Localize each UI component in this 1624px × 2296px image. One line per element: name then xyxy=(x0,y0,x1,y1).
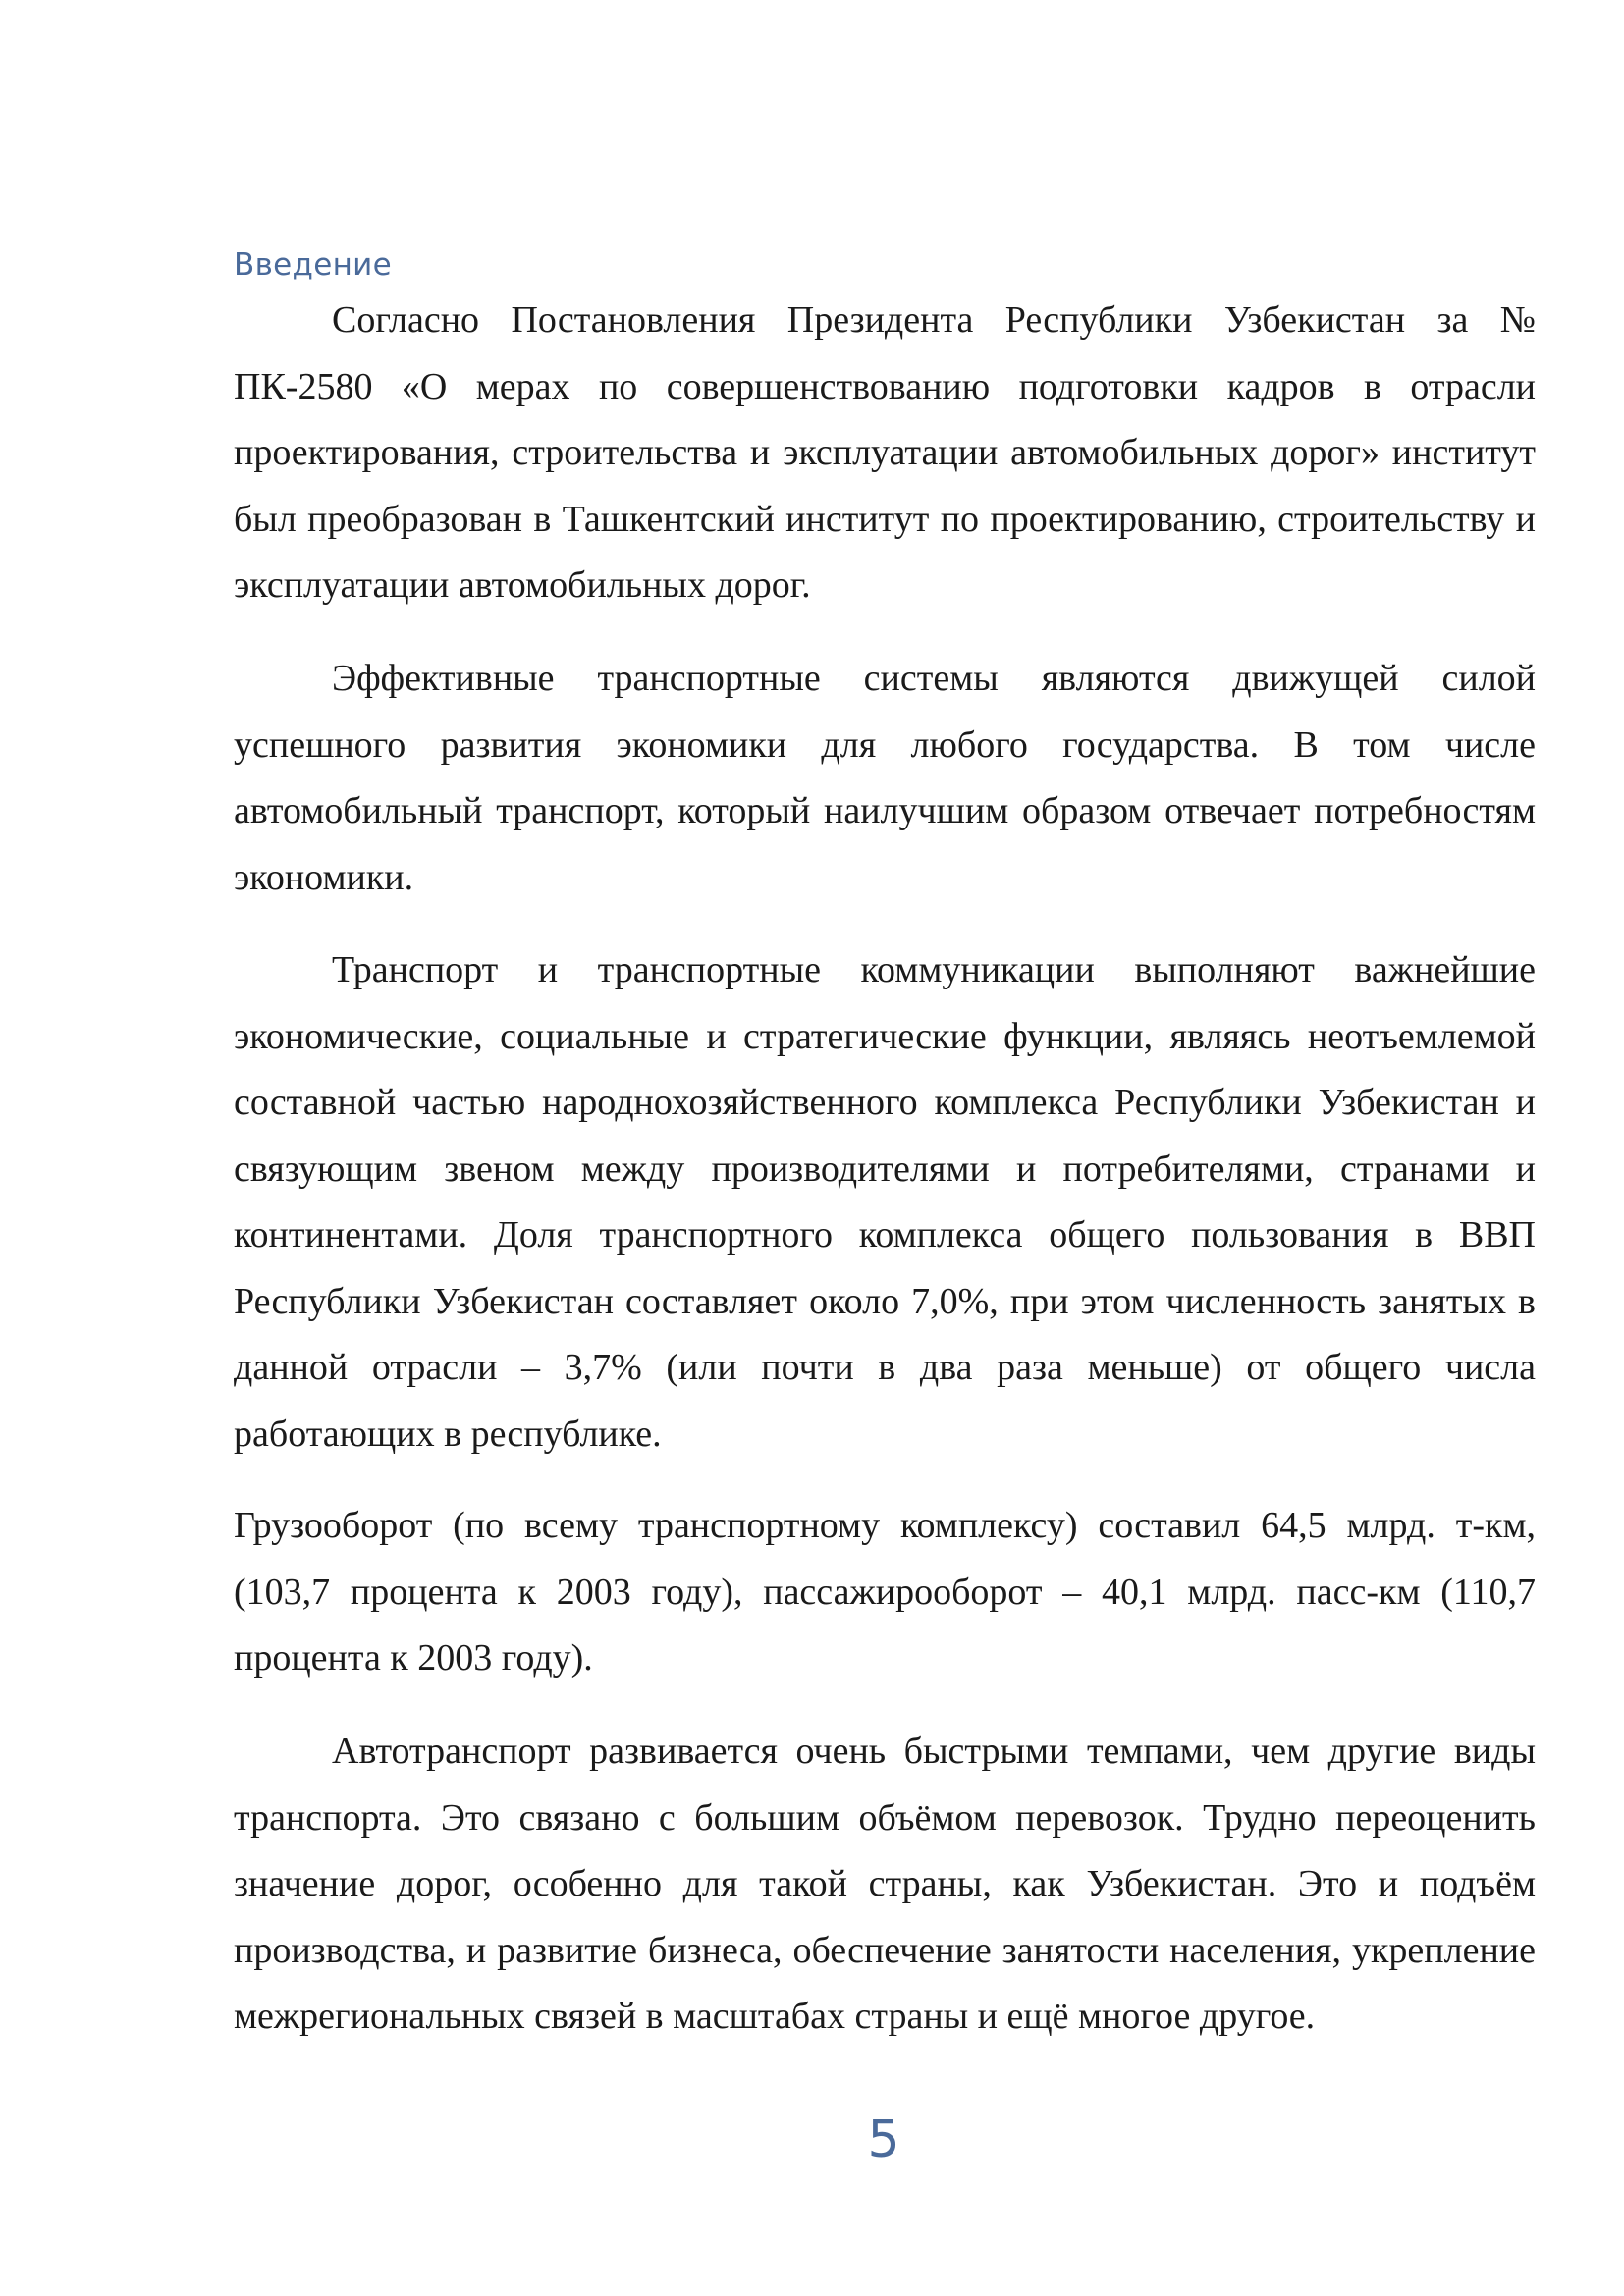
paragraph-4: Грузооборот (по всему транспортному комплексу) составил 64,5 млрд. т-км, (103,7 процента к 2003 году), пассажирооборот – 40,1 млрд. пасс-км (110,7 процента к 2003 году). xyxy=(234,1505,1536,1679)
section-heading: Введение xyxy=(234,247,393,283)
paragraph-5: Автотранспорт развивается очень быстрыми темпами, чем другие виды транспорта. Это связано с большим объёмом перевозок. Трудно переоценить значение дорог, особенно для такой страны, как Узбекистан. Это и подъём производства, и развитие бизнеса, обеспечение занятости населения, укрепление межрегиональных связей в масштабах страны и ещё многое другое. xyxy=(234,1731,1536,2037)
page-number: 5 xyxy=(867,2110,900,2169)
paragraph-3: Транспорт и транспортные коммуникации выполняют важнейшие экономические, социальные и стратегические функции, являясь неотъемлемой составной частью народнохозяйственного комплекса Республики Узбекистан и связующим звеном между производителями и потребителями, странами и континентами. Доля транспортного комплекса общего пользования в ВВП Республики Узбекистан составляет около 7,0%, при этом численность занятых в данной отрасли – 3,7% (или почти в два раза меньше) от общего числа работающих в республике. xyxy=(234,949,1536,1455)
paragraph-1: Согласно Постановления Президента Республики Узбекистан за № ПК-2580 «О мерах по совершенствованию подготовки кадров в отрасли проектирования, строительства и эксплуатации автомобильных дорог» институт был преобразован в Ташкентский институт по проектированию, строительству и эксплуатации автомобильных дорог. xyxy=(234,299,1536,606)
paragraph-2: Эффективные транспортные системы являются движущей силой успешного развития экономики для любого государства. В том числе автомобильный транспорт, который наилучшим образом отвечает потребностям экономики. xyxy=(234,658,1536,898)
